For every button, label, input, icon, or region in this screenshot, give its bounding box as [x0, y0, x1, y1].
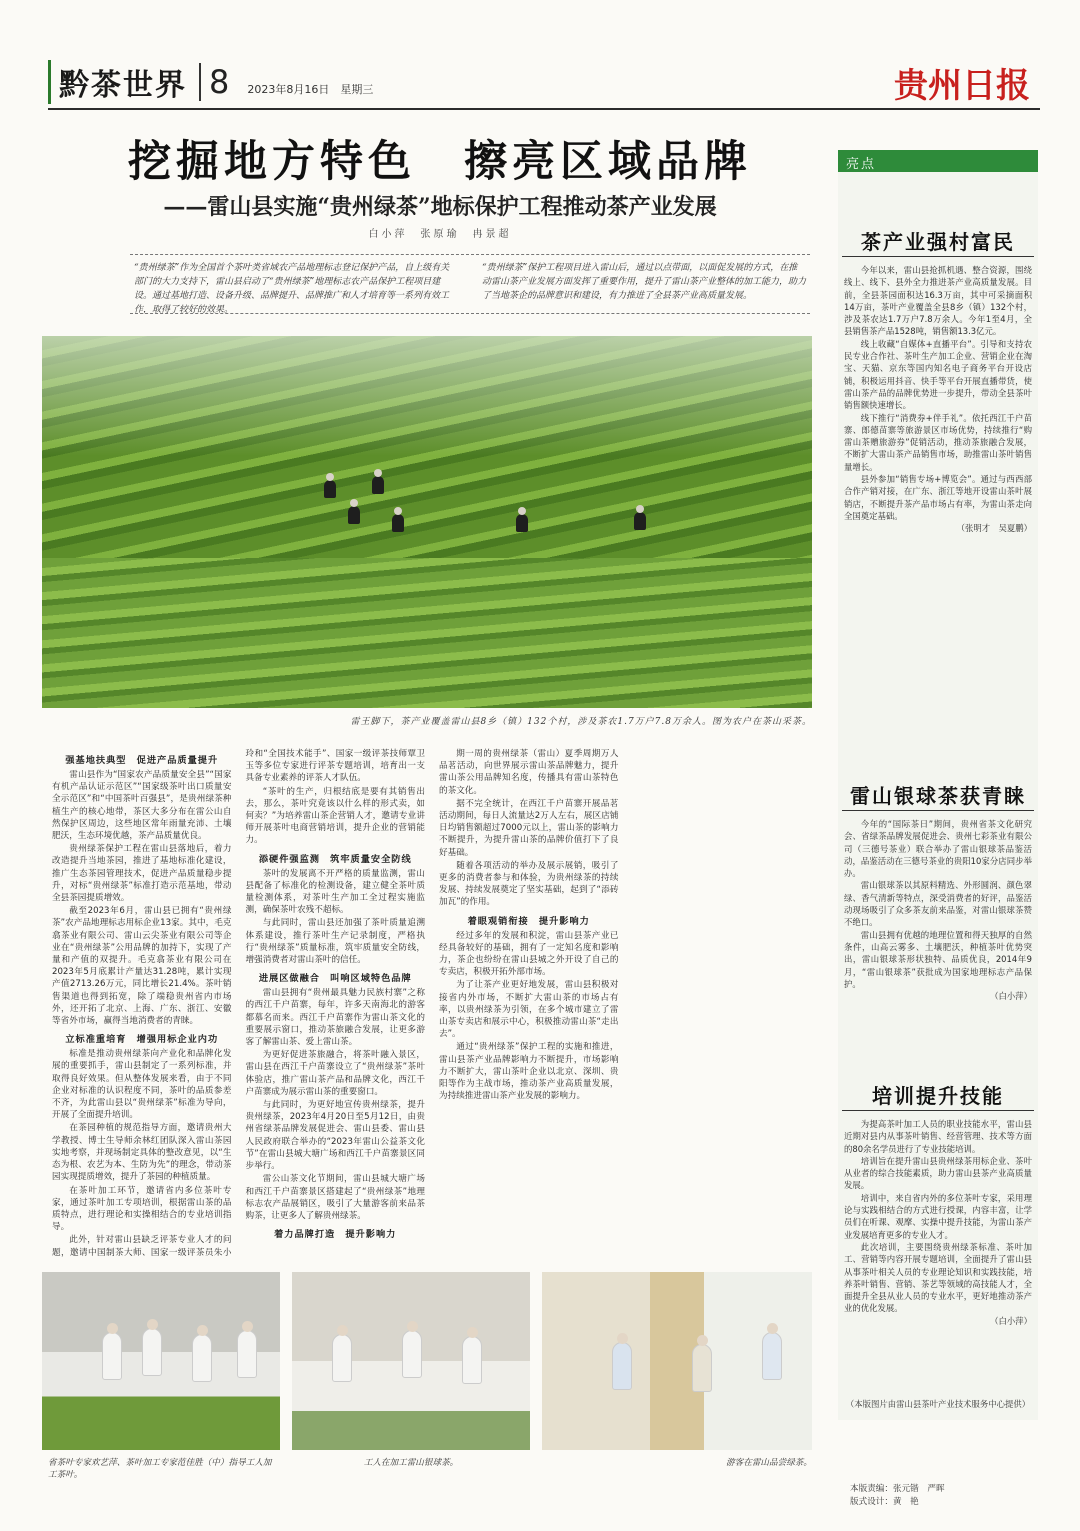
sidebar-paragraph: 今年以来，雷山县抢抓机遇、整合资源，围绕线上、线下、县外全力推进茶产业高质量发展。目前，全县茶园面积达16.3万亩，其中可采摘面积14万亩，茶叶产业覆盖全县8乡（镇）132个村，涉及茶农达1.7万户7.8万余人。今年1至4月，全县销售茶产品1528吨，销售额13.3亿元。 — [844, 265, 1032, 337]
masthead-rule — [48, 108, 1040, 110]
body-paragraph: 此外，针对雷山县缺乏评茶专业人才的问题，邀请中国制茶大师、国家一级评茶员朱小玲和“全国技术能手”、国家一级评茶技师覃卫玉等多位专家进行评茶专题培训，培育出一支具备专业素养的评茶人才队伍。 — [52, 749, 425, 1258]
article-headline: 挖掘地方特色 擦亮区域品牌 — [128, 137, 752, 187]
masthead — [48, 60, 373, 104]
divider — [842, 1110, 1034, 1111]
editor-line: 本版责编：张元锴 严晖 — [850, 1484, 945, 1494]
section-heading: 添硬件强监测 筑牢质量安全防线 — [258, 853, 412, 865]
newspaper-logo: 贵州日报 — [894, 66, 1030, 106]
body-paragraph: 茶叶的发展离不开严格的质量监测，雷山县配备了标准化的检测设备，建立健全茶叶质量检测体系，对茶叶生产加工全过程实施监测，确保茶叶农残不超标。 — [245, 868, 425, 916]
body-paragraph: 截至2023年6月，雷山县已拥有“贵州绿茶”农产品地理标志用标企业13家。其中，毛克翕茶业有限公司、雷山云尖茶业有限公司等企业在“贵州绿茶”公用品牌的加持下，实现了产量和产值的双提升。毛克翕茶业有限公司在2023年5月底累计产量达31.28吨，累计实现产值2713.26万元，同比增长21.4%。茶叶销售渠道也得到拓宽，除了端稳贵州省内市场外，还开拓了北京、上海、广东、浙江、安徽等省外市场，赢得当地消费者的青睐。 — [52, 906, 232, 1027]
sidebar-story-body — [844, 818, 1032, 1058]
visitor-figure — [612, 1342, 632, 1390]
visitor-figure — [762, 1332, 782, 1380]
sidebar-paragraph: 线上收藏“自媒体+直播平台”。引导和支持农民专业合作社、茶叶生产加工企业、营销企业在淘宝、天猫、京东等国内知名电子商务平台开设店铺，积极运用抖音、快手等平台开展直播带货，使雷山茶产品的品牌优势进一步提升，带动全县茶叶销售额快速增长。 — [844, 338, 1032, 411]
page-number: 8 — [199, 63, 229, 101]
body-paragraph: 在茶园种植的规范指导方面，邀请贵州大学教授、博士生导师余林红团队深入雷山茶园实地考察，并现场制定具体的整改意见，以“生态为根、农艺为本、生防为先”的理念，带动茶园实现提质增效，提升了茶园的种植质量。 — [52, 1123, 232, 1183]
body-paragraph: 为了让茶产业更好地发展，雷山县积极对接省内外市场，不断扩大雷山茶的市场占有率，以贵州绿茶为引领，在多个城市建立了雷山茶专卖店和展示中心，积极推动雷山茶“走出去”。 — [439, 980, 619, 1040]
visitor-figure — [692, 1344, 712, 1392]
worker-figure — [102, 1332, 122, 1380]
sidebar-paragraph: 线下推行“消费券+伴手礼”。依托西江千户苗寨、郎德苗寨等旅游景区市场优势，持续推行“购雷山茶赠旅游券”促销活动，推动茶旅融合发展，不断扩大雷山茶产品销售市场，助推雷山茶叶销售量增长。 — [844, 412, 1032, 472]
photo-caption: 工人在加工雷山银球茶。 — [363, 1458, 459, 1468]
designer-line: 版式设计：黄 艳 — [850, 1497, 919, 1507]
article-authors: 白小萍 张原瑜 冉景超 — [368, 229, 512, 240]
article-body — [52, 748, 812, 1266]
sidebar-paragraph: 此次培训，主要围绕贵州绿茶标准、茶叶加工、营销等内容开展专题培训，全面提升了雷山县从事茶叶相关人员的专业理论知识和实践技能，培养茶叶销售、营销、茶艺等领域的高技能人才，全面提升全县从业人员的专业水平，更好地推动茶产业的优化发展。 — [844, 1241, 1032, 1314]
sidebar-paragraph: 培训中，来自省内外的多位茶叶专家，采用理论与实践相结合的方式进行授课，内容丰富，让学员们在听课、观摩、实操中提升技能，为雷山茶产业发展培育更多的专业人才。 — [844, 1192, 1032, 1240]
photo-tea-tasting — [542, 1272, 812, 1450]
sidebar-paragraph: 雷山银球茶以其原料精选、外形圆润、颜色翠绿、香气清新等特点，深受消费者的好评，品鉴活动现场吸引了众多茶友前来品鉴，对雷山银球茶赞不绝口。 — [844, 880, 1032, 928]
sidebar-paragraph: 雷山县拥有优越的地理位置和得天独厚的自然条件，山高云雾多、土壤肥沃，种植茶叶优势突出，雷山银球茶形状独特、品质优良，2014年9月，“雷山银球茶”获批成为国家地理标志产品保护。 — [844, 929, 1032, 989]
divider — [842, 810, 1034, 811]
body-paragraph: 雷公山茶文化节期间，雷山县城大塘广场和西江千户苗寨景区搭建起了“贵州绿茶”地理标志农产品展销区，吸引了大量游客前来品茶购茶，让更多人了解贵州绿茶。 — [245, 1174, 425, 1221]
sidebar — [838, 150, 1038, 1420]
editor-credits — [850, 1483, 1040, 1509]
section-heading: 着力品牌打造 提升影响力 — [274, 1229, 397, 1241]
sidebar-story-body — [844, 1118, 1032, 1388]
tea-picker-figure — [516, 514, 528, 532]
section-heading: 强基地扶典型 促进产品质量提升 — [65, 755, 219, 766]
sidebar-story-title: 茶产业强村富民 — [861, 230, 1015, 254]
photo-credit: （本版图片由雷山县茶叶产业技术服务中心提供） — [845, 1399, 1031, 1409]
worker-figure — [237, 1330, 257, 1378]
sidebar-tab: 亮点 — [838, 150, 1038, 172]
body-paragraph: 在茶叶加工环节，邀请省内多位茶叶专家，通过茶叶加工专项培训，根据雷山茶的品质特点，进行理论和实操相结合的专业培训指导。 — [52, 1185, 232, 1233]
worker-figure — [402, 1330, 422, 1378]
photo-mist — [42, 336, 812, 456]
section-heading: 进展区做融合 叫响区域特色品牌 — [258, 973, 412, 985]
tea-picker-figure — [324, 480, 336, 498]
sidebar-story-body — [844, 264, 1032, 720]
body-paragraph: 雷山县作为“国家农产品质量安全县”“国家有机产品认证示范区”“国家级茶叶出口质量安全示范区”和“中国茶叶百强县”，是贵州绿茶种植生产的核心地带，茶区大多分布在雷公山自然保护区周边，这些地区常年雨量充沛、土壤肥沃，生态环境优越，茶产品质量优良。 — [52, 770, 232, 842]
issue-date: 2023年8月16日 星期三 — [247, 83, 374, 96]
tea-picker-figure — [634, 512, 646, 530]
body-paragraph: 与此同时，雷山县还加强了茶叶质量追溯体系建设，推行茶叶生产记录制度，严格执行“贵州绿茶”质量标准，筑牢质量安全防线，增强消费者对雷山茶叶的信任。 — [245, 918, 425, 966]
body-paragraph: 雷山县拥有“贵州最具魅力民族村寨”之称的西江千户苗寨，每年，许多天南海北的游客都慕名而来。西江千户苗寨作为雷山茶文化的重要展示窗口，推动茶旅融合发展，让更多游客了解雷山茶、爱上雷山茶。 — [245, 988, 425, 1048]
sidebar-story-title: 雷山银球茶获青睐 — [850, 784, 1026, 808]
tea-picker-figure — [372, 476, 384, 494]
main-photo-tea-terraces — [42, 336, 812, 708]
body-paragraph: 贵州绿茶保护工程在雷山县落地后，着力改造提升当地茶园，推进了基地标准化建设，推广生态茶园管理技术，促进产品质量稳步提升，对标“贵州绿茶”标准打造示范基地，带动全县茶园提质增效。 — [52, 844, 232, 904]
photo-caption: 游客在雷山品尝绿茶。 — [726, 1458, 812, 1468]
body-paragraph: 与此同时，为更好地宣传贵州绿茶，提升贵州绿茶，2023年4月20日至5月12日，由贵州省绿茶品牌发展促进会、雷山县委、雷山县人民政府联合举办的“2023年雷山公益茶文化节”在雷山县城大塘广场和西江千户苗寨景区同步举行。 — [245, 1100, 425, 1172]
photo-foreground-tea-rows — [42, 558, 812, 708]
section-heading: 立标准重培育 增强用标企业内功 — [65, 1034, 219, 1046]
body-paragraph: 期一周的贵州绿茶（雷山）夏季周期万人品茗活动，向世界展示雷山茶品牌魅力，提升雷山茶公用品牌知名度，传播具有雷山茶特色的茶文化。 — [439, 749, 619, 796]
body-paragraph: 据不完全统计，在西江千户苗寨开展品茗活动期间，每日人流量达2万人左右，展区店铺日均销售额超过7000元以上，雷山茶的影响力不断提升，为提升雷山茶的品牌价值打下了良好基础。 — [439, 798, 619, 858]
article-subheadline: ——雷山县实施“贵州绿茶”地标保护工程推动茶产业发展 — [163, 194, 717, 220]
body-paragraph: 随着各项活动的举办及展示展销，吸引了更多的消费者参与和体验，为贵州绿茶的持续发展、持续发展奠定了坚实基础，起到了“添砖加瓦”的作用。 — [439, 860, 619, 908]
sidebar-paragraph: 培训旨在提升雷山县贵州绿茶用标企业、茶叶从业者的综合技能素质，助力雷山县茶产业高质量发展。 — [844, 1155, 1032, 1191]
lead-summary — [130, 254, 810, 314]
photo-caption: 省茶叶专家欢艺萍、茶叶加工专家范佳胜（中）指导工人加工茶叶。 — [48, 1458, 272, 1480]
sidebar-paragraph: 为提高茶叶加工人员的职业技能水平，雷山县近期对县内从事茶叶销售、经营管理、技术等方面的80余名学员进行了专业技能培训。 — [844, 1119, 1032, 1154]
byline: （白小萍） — [990, 1315, 1032, 1326]
worker-figure — [462, 1336, 482, 1384]
worker-figure — [142, 1328, 162, 1376]
lead-right: “贵州绿茶”保护工程项目进入雷山后，通过以点带面，以面促发展的方式，在推动雷山茶产业发展方面发挥了重要作用，提升了雷山茶产业整体的加工能力，助力了当地茶企的品牌意识和建设，有力推进了全县茶产业高质量发展。 — [482, 263, 807, 301]
main-photo-caption: 雷王脚下，茶产业覆盖雷山县8乡（镇）132个村，涉及茶农1.7万户7.8万余人。图为农户在茶山采茶。 — [350, 717, 812, 727]
worker-figure — [192, 1334, 212, 1382]
tea-picker-figure — [392, 514, 404, 532]
body-paragraph: 为更好促进茶旅融合，将茶叶融入景区，雷山县在西江千户苗寨设立了“贵州绿茶”茶叶体验店，推广雷山茶产品和品牌文化，西江千户苗寨成为展示雷山茶的重要窗口。 — [245, 1050, 425, 1097]
sidebar-story-title: 培训提升技能 — [872, 1084, 1004, 1108]
section-title: 黔茶世界 — [48, 60, 187, 104]
divider — [842, 256, 1034, 257]
sidebar-paragraph: 县外参加“销售专场+博览会”。通过与西西部合作产销对接，在广东、浙江等地开设雷山茶叶展销店，不断提升茶产品市场占有率，为雷山茶走向全国奠定基础。 — [844, 474, 1032, 521]
byline: （白小萍） — [990, 991, 1032, 1002]
photo-silver-ball-tea — [292, 1272, 530, 1450]
body-paragraph: 经过多年的发展和积淀，雷山县茶产业已经具备较好的基础，拥有了一定知名度和影响力，茶企也纷纷在雷山县城之外开设了自己的专卖店，积极开拓外部市场。 — [439, 930, 619, 978]
body-paragraph: 标准是推动贵州绿茶向产业化和品牌化发展的重要抓手，雷山县制定了一系列标准，并取得良好效果。但从整体发展来看，由于不同企业对标准的认识程度不同，茶叶的品质参差不齐，为此雷山县以“贵州绿茶”标准为导向，开展了全面提升培训。 — [52, 1049, 232, 1121]
section-heading: 着眼观销衔接 提升影响力 — [467, 915, 590, 927]
body-paragraph: “茶叶的生产，归根结底是要有其销售出去，那么，茶叶究竟该以什么样的形式卖，如何卖？”为培养雷山茶企营销人才，邀请专业讲师开展茶叶电商营销培训，提升企业的营销能力。 — [245, 786, 425, 846]
byline: （张明才 吴夏鹏） — [956, 523, 1032, 534]
sidebar-paragraph: 今年的“国际茶日”期间，贵州省茶文化研究会、省绿茶品牌发展促进会、贵州七彩茶业有限公司（三德号茶业）联合举办了雷山银球茶品鉴活动，品鉴活动在三德号茶业的贵阳10家分店同步举办。 — [844, 819, 1032, 879]
body-paragraph: 通过“贵州绿茶”保护工程的实施和推进，雷山县茶产业品牌影响力不断提升，市场影响力不断扩大，雷山茶叶企业以北京、深圳、贵阳等作为主战市场，推动茶产业高质量发展，为持续推进雷山茶产业发展的影响力。 — [439, 1042, 619, 1102]
worker-figure — [332, 1334, 352, 1382]
lead-left: “贵州绿茶”作为全国首个茶叶类省域农产品地理标志登记保护产品，自上级有关部门的大力支持下，雷山县启动了“贵州绿茶”地理标志农产品保护工程项目建设。通过基地打造、设备升级、品牌提升、品牌推广和人才培育等一系列有效工作，取得了较好的效果。 — [134, 263, 450, 315]
photo-tea-processing — [42, 1272, 280, 1450]
tea-picker-figure — [348, 506, 360, 524]
